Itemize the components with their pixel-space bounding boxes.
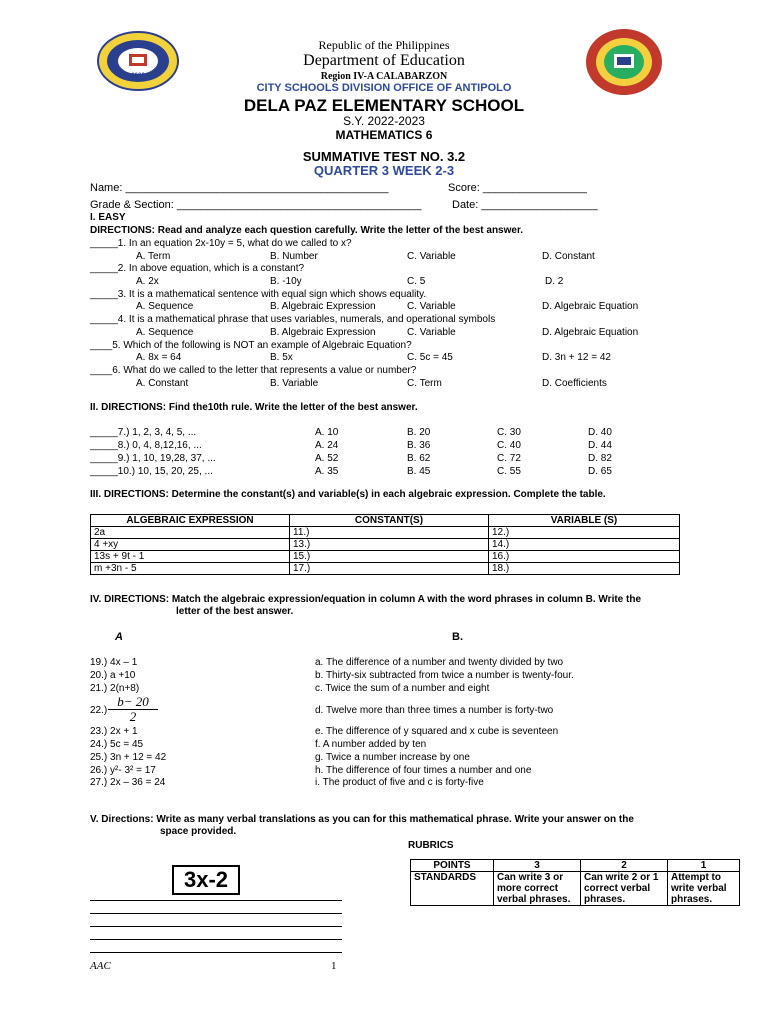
score-field[interactable]: Score: _________________ [448, 182, 587, 194]
choice-option: D. Algebraic Equation [542, 326, 639, 338]
options-row [0, 326, 768, 339]
region-line: Region IV-A CALABARZON [320, 71, 448, 82]
rubric-cell: Attempt to write verbal phrases. [668, 872, 740, 906]
rubrics-table [410, 859, 740, 906]
part1-directions: DIRECTIONS: Read and analyze each question carefully. Write the letter of the best answer. [90, 225, 524, 236]
column-a-item: 24.) 5c = 45 [90, 739, 144, 750]
choice-option: D. 40 [588, 427, 612, 438]
choice-option: B. 5x [270, 352, 293, 364]
column-a-item: 19.) 4x – 1 [90, 657, 138, 668]
choice-option: A. Constant [136, 377, 189, 389]
table-row [91, 563, 680, 575]
table-row [91, 551, 680, 563]
table-cell[interactable]: 16.) [489, 551, 680, 563]
date-field[interactable]: Date: ___________________ [452, 199, 598, 211]
table-cell: 13s + 9t - 1 [91, 551, 290, 563]
column-a-item: 26.) y²- 3² = 17 [90, 765, 156, 776]
fraction-denominator: 2 [129, 709, 137, 724]
question-item: ____6. What do we called to the letter that represents a value or number? [90, 365, 417, 376]
fraction-numerator: b− 20 [108, 695, 158, 710]
choice-option: D. Algebraic Equation [542, 301, 639, 313]
question-item: ____5. Which of the following is NOT an example of Algebraic Equation? [90, 339, 412, 351]
constants-variables-table [90, 514, 680, 575]
column-a-item: 22.) [90, 705, 108, 716]
school-year: S.Y. 2022-2023 [343, 114, 425, 128]
table-cell: 4 +xy [91, 539, 290, 551]
table-row [91, 539, 680, 551]
column-b-item: c. Twice the sum of a number and eight [315, 683, 490, 694]
column-a-item: 27.) 2x – 36 = 24 [90, 777, 166, 788]
table-cell[interactable]: 15.) [290, 551, 489, 563]
part1-title: I. EASY [90, 212, 126, 223]
table-header: VARIABLE (S) [489, 515, 680, 527]
column-b-label: B. [452, 631, 463, 643]
question-item: _____1. In an equation 2x-10y = 5, what do we called to x? [90, 238, 352, 249]
choice-option: B. Algebraic Expression [270, 301, 376, 313]
subject-line: MATHEMATICS 6 [335, 128, 433, 142]
sequence-question: _____9.) 1, 10, 19,28, 37, ... [90, 453, 216, 464]
sequence-item [0, 426, 768, 439]
part5-directions: V. Directions: Write as many verbal translations as you can for this mathematical phrase. Write your answer on the [90, 814, 634, 825]
column-a-label: A [115, 631, 123, 643]
choice-option: B. 20 [407, 427, 431, 438]
choice-option: C. 55 [497, 466, 521, 477]
choice-option: C. 5c = 45 [407, 352, 453, 364]
table-cell[interactable]: 12.) [489, 527, 680, 539]
table-cell[interactable]: 17.) [290, 563, 489, 575]
answer-line[interactable] [90, 926, 342, 927]
rubric-header: 1 [668, 860, 740, 872]
column-b-item: e. The difference of y squared and x cube is seventeen [315, 726, 559, 737]
choice-option: C. Variable [407, 250, 456, 262]
table-row [91, 527, 680, 539]
choice-option: B. -10y [270, 275, 302, 287]
deped-seal-year: 2002 [131, 73, 145, 79]
sequence-item [0, 439, 768, 452]
column-b-item: g. Twice a number increase by one [315, 752, 470, 763]
sequence-item [0, 465, 768, 478]
footer-initials: AAC [90, 960, 111, 972]
question-item: _____4. It is a mathematical phrase that uses variables, numerals, and operational symbols [90, 314, 496, 326]
part3-directions: III. DIRECTIONS: Determine the constant(s) and variable(s) in each algebraic expression. Complete the table. [90, 489, 606, 500]
answer-line[interactable] [90, 913, 342, 914]
choice-option: C. Term [407, 377, 442, 389]
question-item: _____2. In above equation, which is a constant? [90, 263, 305, 275]
options-row [0, 300, 768, 313]
table-cell[interactable]: 11.) [290, 527, 489, 539]
column-b-item: f. A number added by ten [315, 739, 427, 750]
name-field[interactable]: Name: ___________________________________________ [90, 182, 389, 194]
choice-option: C. 30 [497, 427, 521, 438]
table-cell[interactable]: 13.) [290, 539, 489, 551]
sequence-question: _____10.) 10, 15, 20, 25, ... [90, 466, 213, 477]
table-header: CONSTANT(S) [290, 515, 489, 527]
sequence-question: _____7.) 1, 2, 3, 4, 5, ... [90, 427, 197, 438]
sequence-question: _____8.) 0, 4, 8,12,16, ... [90, 440, 202, 451]
table-cell: m +3n - 5 [91, 563, 290, 575]
choice-option: C. 72 [497, 453, 521, 464]
choice-option: B. 36 [407, 440, 431, 451]
column-b-item: b. Thirty-six subtracted from twice a number is twenty-four. [315, 670, 574, 681]
column-a-item: 23.) 2x + 1 [90, 726, 138, 737]
grade-section-field[interactable]: Grade & Section: ________________________________________ [90, 199, 422, 211]
column-b-item: h. The difference of four times a number and one [315, 765, 532, 776]
answer-line[interactable] [90, 952, 342, 953]
options-row [0, 250, 768, 263]
part4-directions-continued: letter of the best answer. [176, 606, 294, 617]
choice-option: B. Variable [270, 377, 319, 389]
question-item: _____3. It is a mathematical sentence with equal sign which shows equality. [90, 288, 427, 300]
republic-line: Republic of the Philippines [318, 38, 450, 52]
choice-option: D. Coefficients [542, 377, 607, 389]
choice-option: C. 5 [407, 275, 426, 287]
column-b-item: a. The difference of a number and twenty divided by two [315, 657, 564, 668]
options-row [0, 275, 768, 288]
table-header: ALGEBRAIC EXPRESSION [91, 515, 290, 527]
choice-option: C. Variable [407, 326, 456, 338]
options-row [0, 377, 768, 390]
school-name: DELA PAZ ELEMENTARY SCHOOL [243, 96, 525, 115]
column-b-item: i. The product of five and c is forty-five [315, 777, 484, 788]
sequence-item [0, 452, 768, 465]
rubrics-title: RUBRICS [408, 840, 454, 851]
rubric-header: POINTS [411, 860, 494, 872]
math-phrase-box: 3x-2 [172, 865, 240, 895]
part5-directions-continued: space provided. [160, 826, 237, 837]
table-cell[interactable]: 14.) [489, 539, 680, 551]
quarter-line: QUARTER 3 WEEK 2-3 [313, 163, 455, 178]
choice-option: A. 10 [315, 427, 339, 438]
table-cell: 2a [91, 527, 290, 539]
department-line: Department of Education [303, 52, 465, 69]
choice-option: A. 35 [315, 466, 339, 477]
rubric-cell: Can write 3 or more correct verbal phrases. [494, 872, 581, 906]
choice-option: D. 2 [545, 275, 564, 287]
choice-option: C. 40 [497, 440, 521, 451]
division-line: CITY SCHOOLS DIVISION OFFICE OF ANTIPOLO [256, 82, 512, 94]
options-row [0, 351, 768, 364]
choice-option: D. 82 [588, 453, 612, 464]
rubric-header: 2 [581, 860, 668, 872]
rubric-header: 3 [494, 860, 581, 872]
answer-line[interactable] [90, 939, 342, 940]
column-b-item: d. Twelve more than three times a number is forty-two [315, 705, 554, 716]
choice-option: B. Algebraic Expression [270, 326, 376, 338]
choice-option: B. 62 [407, 453, 431, 464]
choice-option: B. 45 [407, 466, 431, 477]
column-a-item: 21.) 2(n+8) [90, 683, 140, 694]
choice-option: D. 44 [588, 440, 612, 451]
choice-option: C. Variable [407, 301, 456, 313]
rubric-cell: STANDARDS [411, 872, 494, 906]
table-cell[interactable]: 18.) [489, 563, 680, 575]
page-number: 1 [331, 960, 337, 972]
column-a-item: 25.) 3n + 12 = 42 [90, 752, 167, 763]
part2-directions: II. DIRECTIONS: Find the10th rule. Write the letter of the best answer. [90, 402, 418, 413]
choice-option: B. Number [270, 250, 318, 262]
choice-option: A. 8x = 64 [136, 352, 182, 364]
choice-option: A. Sequence [136, 326, 194, 338]
answer-line[interactable] [90, 900, 342, 901]
choice-option: A. 24 [315, 440, 339, 451]
choice-option: A. Sequence [136, 301, 194, 313]
rubric-cell: Can write 2 or 1 correct verbal phrases. [581, 872, 668, 906]
choice-option: A. 52 [315, 453, 339, 464]
choice-option: D. 65 [588, 466, 612, 477]
choice-option: A. 2x [136, 275, 159, 287]
part4-directions: IV. DIRECTIONS: Match the algebraic expression/equation in column A with the word phrases in column B. Write the [90, 594, 642, 605]
choice-option: A. Term [136, 250, 171, 262]
test-title: SUMMATIVE TEST NO. 3.2 [302, 149, 466, 164]
column-a-item: 20.) a +10 [90, 670, 136, 681]
choice-option: D. 3n + 12 = 42 [542, 352, 611, 364]
choice-option: D. Constant [542, 250, 595, 262]
